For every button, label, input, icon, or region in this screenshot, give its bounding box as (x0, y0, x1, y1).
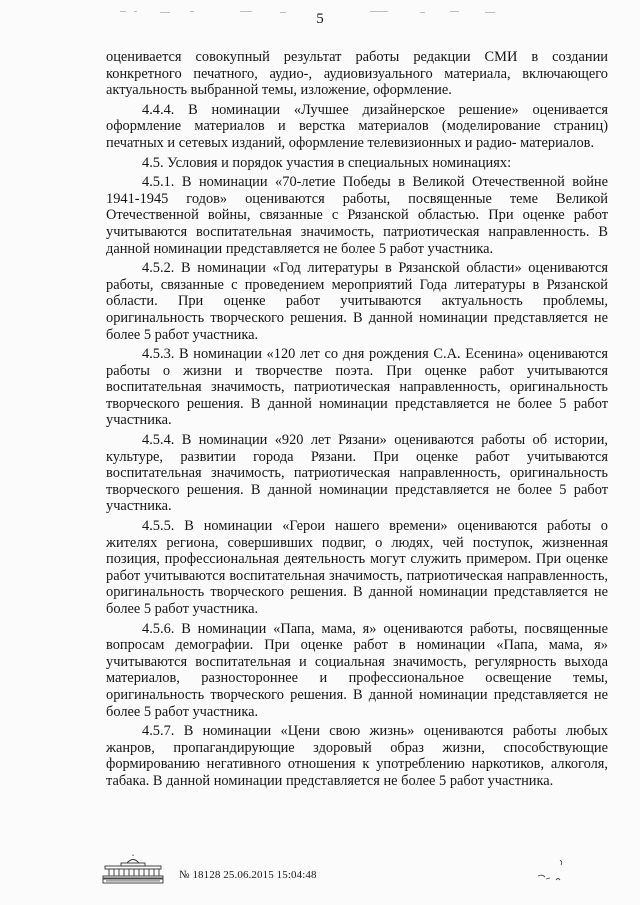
handwritten-mark (536, 856, 576, 884)
paragraph-4-5-1: 4.5.1. В номинации «70-летие Победы в Великой Отечественной войне 1941-1945 годов» оцениваются работы, посвященные теме Великой Отечественной войны, связанные с Рязанской областью. При оценке работ учитываются воспитательная значимость, патриотическая направленность. В данной номинации представляется не более 5 работ участника. (106, 174, 608, 257)
government-building-stamp-icon (101, 854, 165, 884)
paragraph-4-5-7: 4.5.7. В номинации «Цени свою жизнь» оцениваются работы любых жанров, пропагандирующие здоровый образ жизни, способствующие формированию негативного отношения к употреблению наркотиков, алкоголя, табака. В данной номинации представляется не более 5 работ участника. (106, 723, 608, 789)
paragraph-4-5-6: 4.5.6. В номинации «Папа, мама, я» оцениваются работы, посвященные вопросам демографии. При оценке работ в номинации «Папа, мама, я» учитываются воспитательная и социальная значимость, регулярность выхода материалов, разностороннее и профессиональное освещение темы, оригинальность творческого решения. В данной номинации представляется не более 5 работ участника. (106, 620, 608, 720)
registration-stamp (101, 854, 317, 884)
paragraph-continuation: оценивается совокупный результат работы редакции СМИ в создании конкретного печатного, аудио-, аудиовизуального материала, включающего актуальность выбранной темы, изложение, оформление. (106, 49, 608, 99)
paragraph-4-4-4: 4.4.4. В номинации «Лучшее дизайнерское решение» оценивается оформление материалов и верстка материалов (моделирование страниц) печатных и сетевых изданий, оформление телевизионных и радио- материалов. (106, 101, 608, 151)
paragraph-4-5-3: 4.5.3. В номинации «120 лет со дня рождения С.А. Есенина» оцениваются работы о жизни и творчестве поэта. При оценке работ учитываются воспитательная значимость, патриотическая направленность, оригинальность творческого решения. В данной номинации представляется не более 5 работ участника. (106, 346, 608, 429)
paragraph-4-5-5: 4.5.5. В номинации «Герои нашего времени» оцениваются работы о жителях региона, совершивших подвиг, о людях, чей поступок, жизненная позиция, профессиональная деятельность могут служить примером. При оценке работ учитываются воспитательная значимость, патриотическая направленность, оригинальность творческого решения. В данной номинации представляется не более 5 работ участника. (106, 518, 608, 617)
paragraph-4-5-4: 4.5.4. В номинации «920 лет Рязани» оцениваются работы об истории, культуре, развитии города Рязани. При оценке работ учитываются воспитательная значимость, патриотическая направленность, оригинальность творческого решения. В данной номинации представляется не более 5 работ участника. (106, 432, 608, 515)
page-number: 5 (316, 11, 324, 27)
document-body (106, 49, 608, 790)
stamp-text: № 18128 25.06.2015 15:04:48 (179, 869, 317, 881)
paragraph-4-5-2: 4.5.2. В номинации «Год литературы в Рязанской области» оцениваются работы, связанные с проведением мероприятий Года литературы в Рязанской области. При оценке работ учитываются актуальность проблемы, оригинальность творческого решения. В данной номинации представляется не более 5 работ участника. (106, 260, 608, 343)
paragraph-4-5: 4.5. Условия и порядок участия в специальных номинациях: (142, 154, 512, 171)
